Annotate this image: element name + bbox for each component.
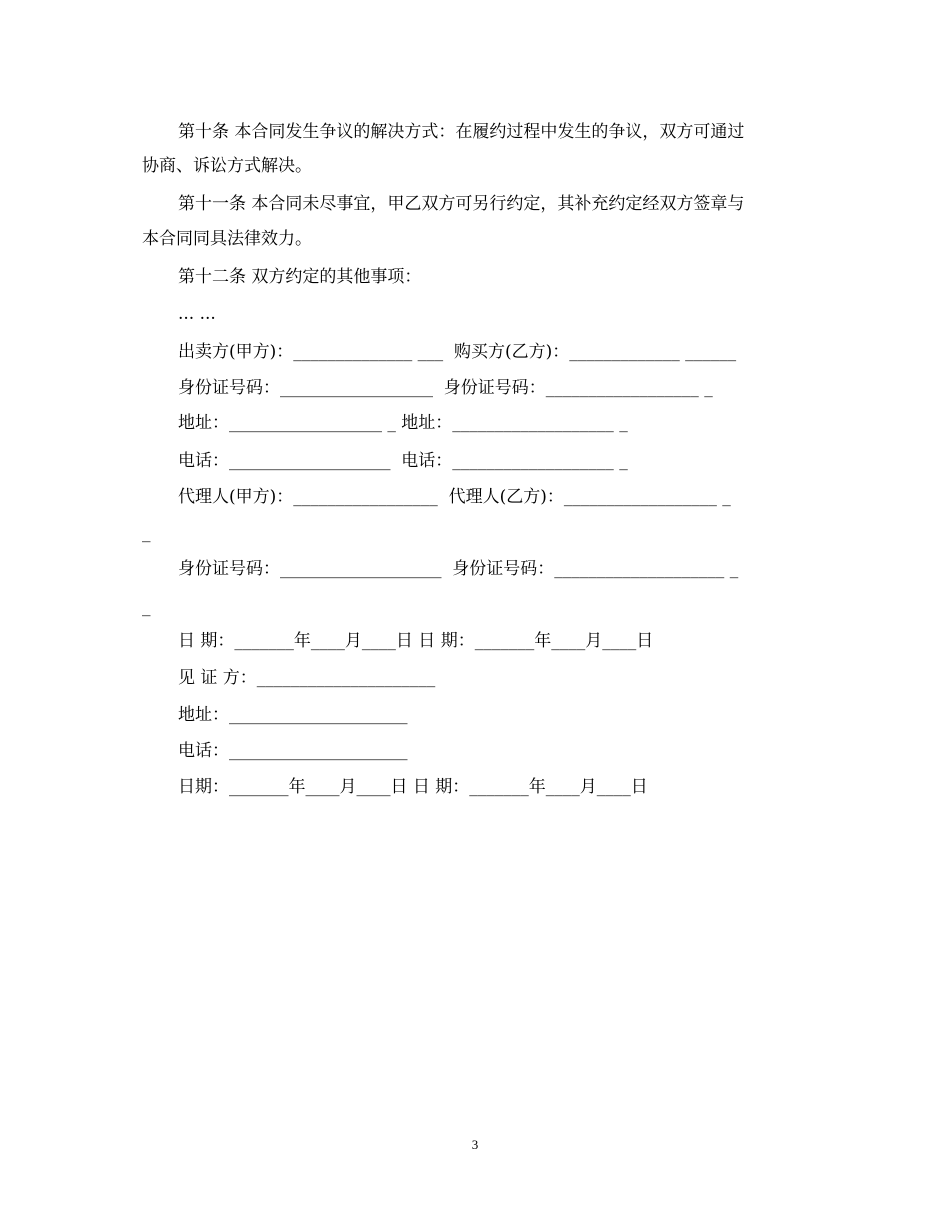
- ellipsis: ... ...: [178, 304, 216, 324]
- clause-10-line-1: 第十条 本合同发生争议的解决方式：在履约过程中发生的争议，双方可通过: [178, 122, 745, 142]
- agent-line-2: _: [142, 523, 151, 543]
- clause-11-line-1: 第十一条 本合同未尽事宜，甲乙双方可另行约定，其补充约定经双方签章与: [178, 194, 745, 214]
- page-number: 3: [471, 1137, 479, 1152]
- clause-11-line-2: 本合同同具法律效力。: [142, 229, 312, 249]
- witness-phone-line: 电话：_____________________: [178, 741, 408, 761]
- clause-10-line-2: 协商、诉讼方式解决。: [142, 156, 312, 176]
- clause-12: 第十二条 双方约定的其他事项：: [178, 267, 422, 287]
- date-line-2: 日期：_______年____月____日 日 期：_______年____月____日: [178, 777, 648, 797]
- agent-id-line-2: _: [142, 597, 151, 617]
- id-number-line: 身份证号码：__________________ 身份证号码：__________________ _: [178, 378, 713, 398]
- seller-buyer-line: 出卖方(甲方)：______________ ___ 购买方(乙方)：_____________ ______: [178, 342, 737, 362]
- witness-line: 见 证 方：_____________________: [178, 668, 436, 688]
- phone-line: 电话：___________________ 电话：___________________ _: [178, 451, 628, 471]
- witness-address-line: 地址：_____________________: [178, 705, 408, 725]
- date-line-1: 日 期：_______年____月____日 日 期：_______年____月____日: [178, 631, 654, 651]
- agent-line-1: 代理人(甲方)：_________________ 代理人(乙方)：__________________ _: [178, 487, 731, 507]
- agent-id-line-1: 身份证号码：___________________ 身份证号码：____________________ _: [178, 559, 739, 579]
- address-line: 地址：__________________ _ 地址：___________________ _: [178, 413, 628, 433]
